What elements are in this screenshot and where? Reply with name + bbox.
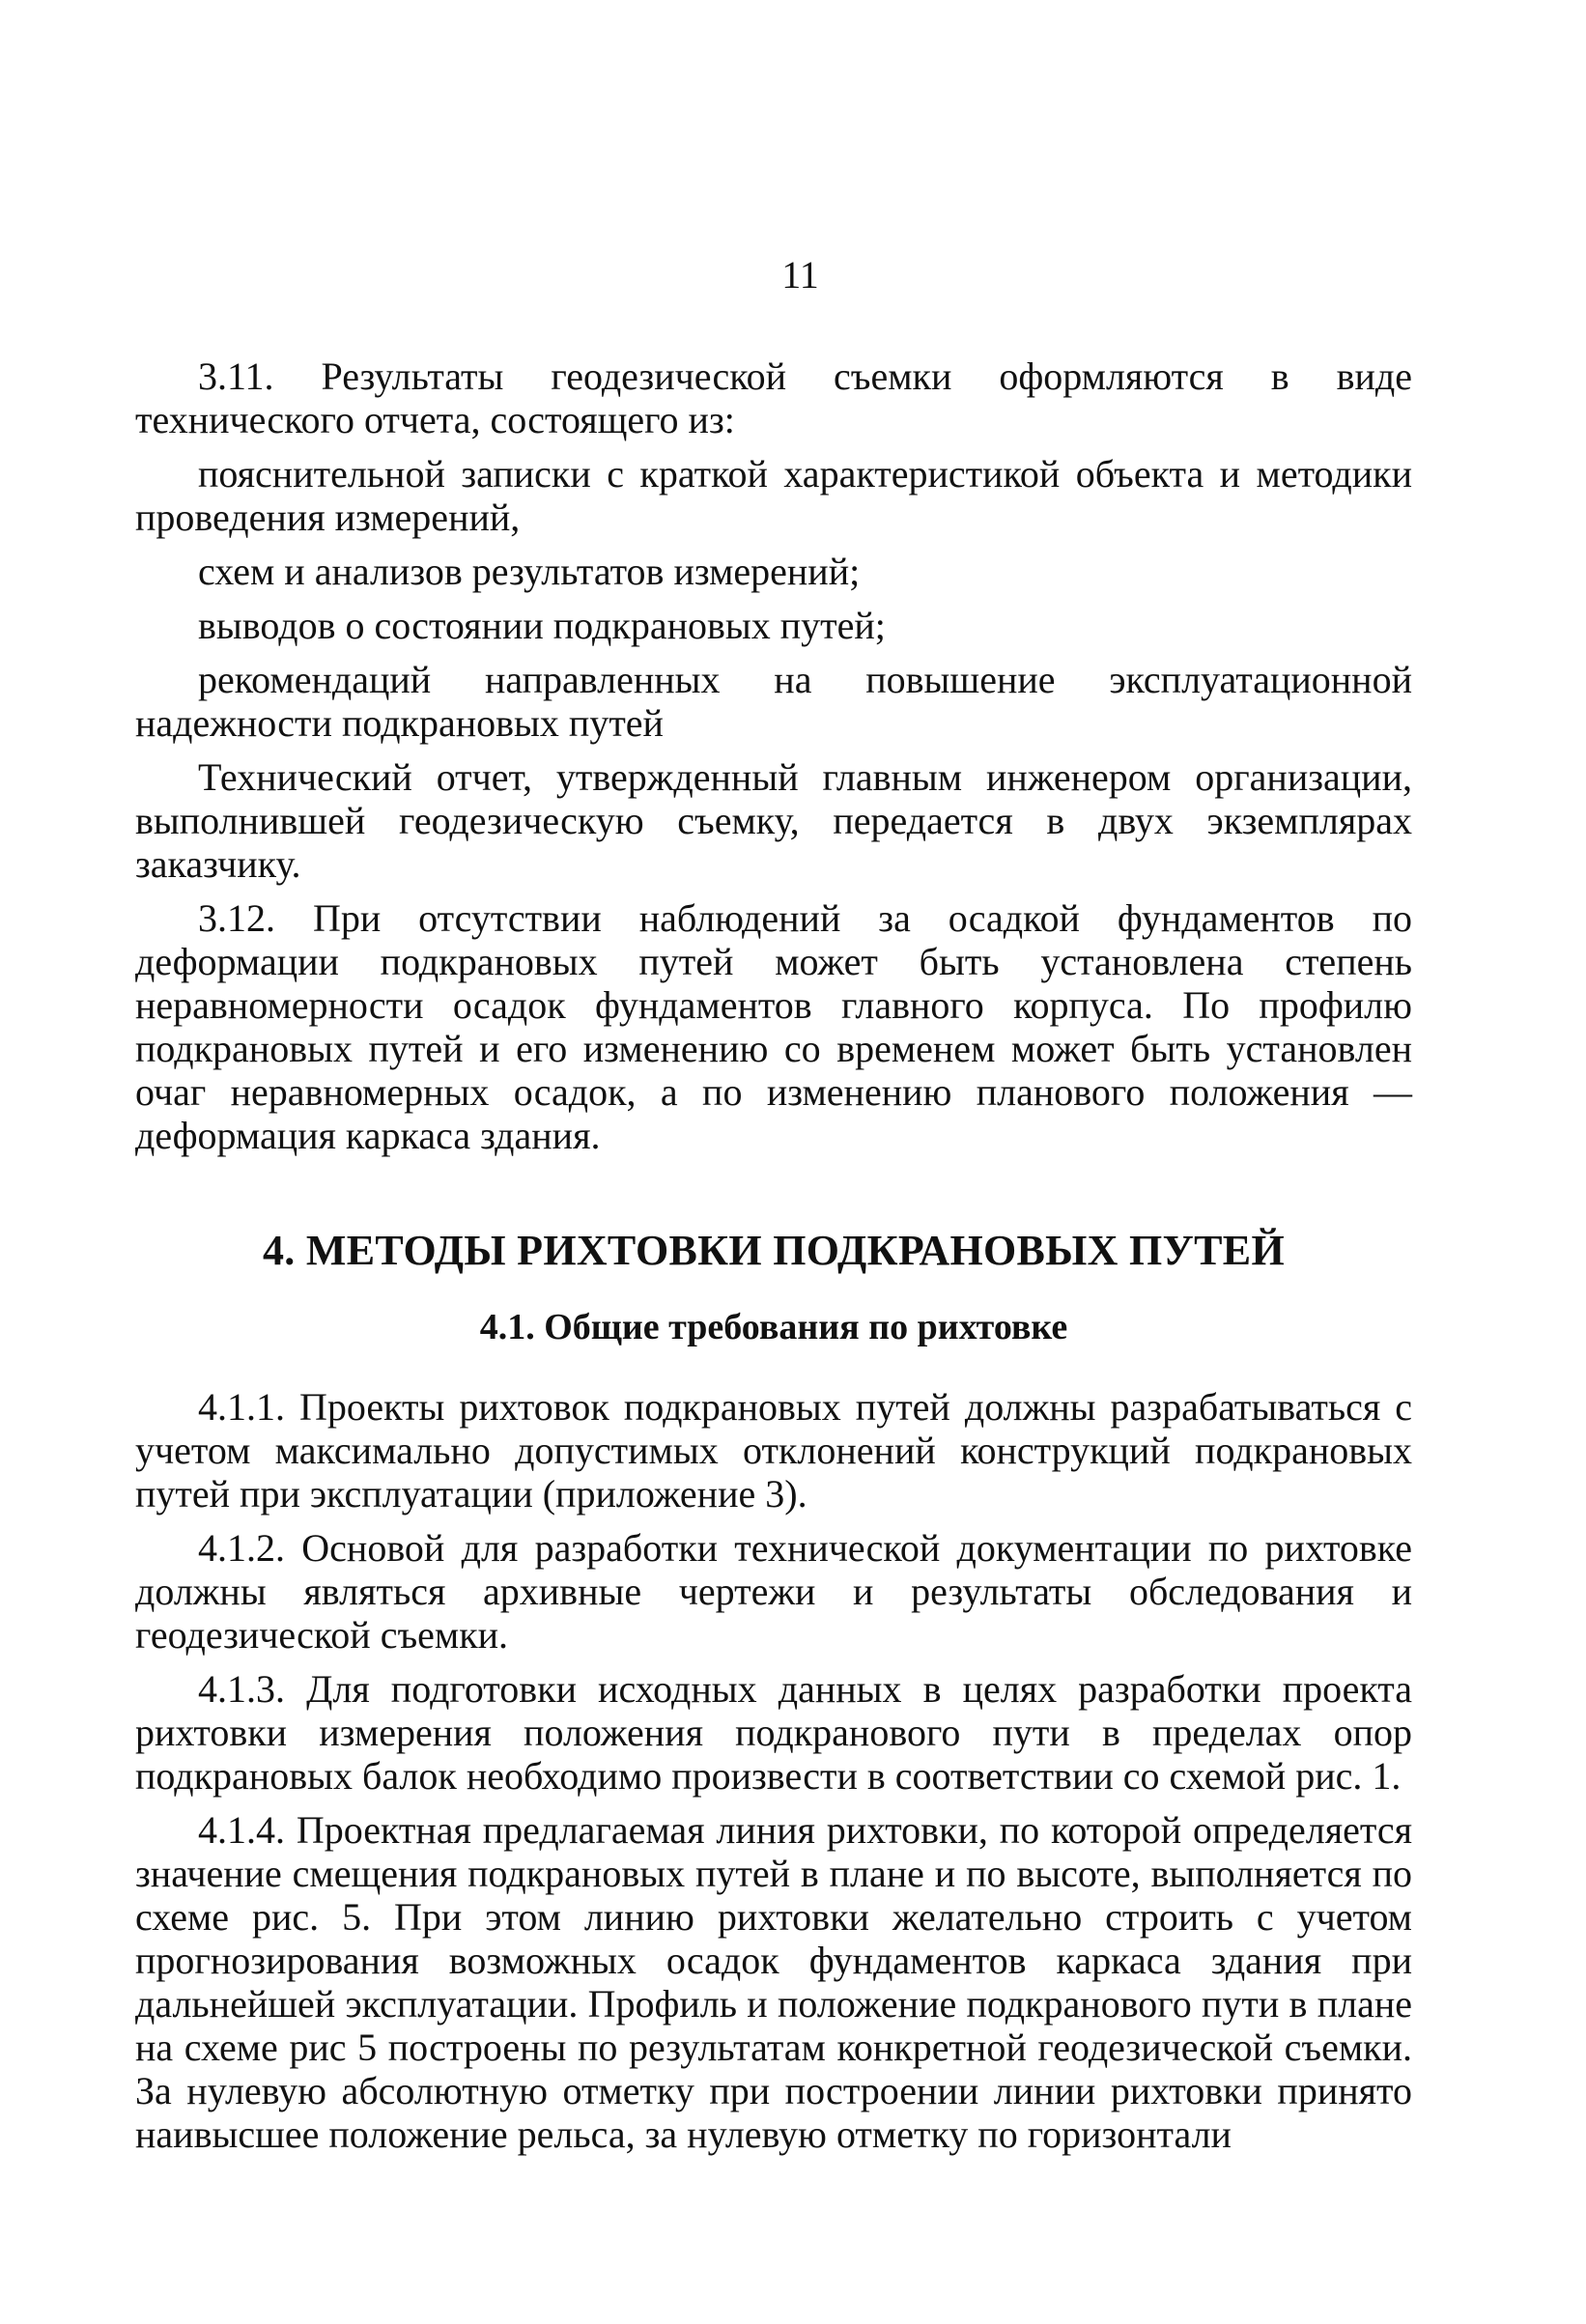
subsection-title: 4.1. Общие требования по рихтовке	[479, 1307, 1068, 1347]
paragraph-4-1-4: 4.1.4. Проектная предлагаемая линия рихтовки, по которой определяется значение смещения подкрановых путей в плане и по высоте, выполняется по схеме рис. 5. При этом линию рихтовки желательно строить с учетом прогнозирования возможных осадок фундаментов каркаса здания при дальнейшей эксплуатации. Профиль и положение подкранового пути в плане на схеме рис 5 построены по результатам конкретной геодезической съемки. За нулевую абсолютную отметку при построении линии рихтовки принято наивысшее положение рельса, за нулевую отметку по горизонтали	[135, 1808, 1412, 2156]
list-item-explanatory-note: пояснительной записки с краткой характеристикой объекта и методики проведения измерений,	[135, 452, 1412, 539]
paragraph-3-11: 3.11. Результаты геодезической съемки оформляются в виде технического отчета, состоящего из:	[135, 354, 1412, 441]
document-page	[135, 253, 1412, 2156]
page-number: 11	[781, 253, 819, 297]
paragraph-4-1-2: 4.1.2. Основой для разработки технической документации по рихтовке должны являться архивные чертежи и результаты обследования и геодезической съемки.	[135, 1526, 1412, 1657]
paragraph-technical-report: Технический отчет, утвержденный главным инженером организации, выполнившей геодезическую съемку, передается в двух экземплярах заказчику.	[135, 755, 1412, 886]
paragraph-4-1-1: 4.1.1. Проекты рихтовок подкрановых путей должны разрабатываться с учетом максимально допустимых отклонений конструкций подкрановых путей при эксплуатации (приложение 3).	[135, 1385, 1412, 1516]
paragraph-3-12: 3.12. При отсутствии наблюдений за осадкой фундаментов по деформации подкрановых путей может быть установлена степень неравномерности осадок фундаментов главного корпуса. По профилю подкрановых путей и его изменению со временем может быть установлен очаг неравномерных осадок, а по изменению планового положения — деформация каркаса здания.	[135, 896, 1412, 1157]
section-title: 4. МЕТОДЫ РИХТОВКИ ПОДКРАНОВЫХ ПУТЕЙ	[263, 1227, 1285, 1274]
paragraph-4-1-3: 4.1.3. Для подготовки исходных данных в целях разработки проекта рихтовки измерения положения подкранового пути в пределах опор подкрановых балок необходимо произвести в соответствии со схемой рис. 1.	[135, 1667, 1412, 1798]
list-item-conclusions: выводов о состоянии подкрановых путей;	[198, 604, 886, 647]
list-item-recommendations: рекомендаций направленных на повышение эксплуатационной надежности подкрановых путей	[135, 658, 1412, 745]
list-item-schemes: схем и анализов результатов измерений;	[198, 550, 861, 593]
